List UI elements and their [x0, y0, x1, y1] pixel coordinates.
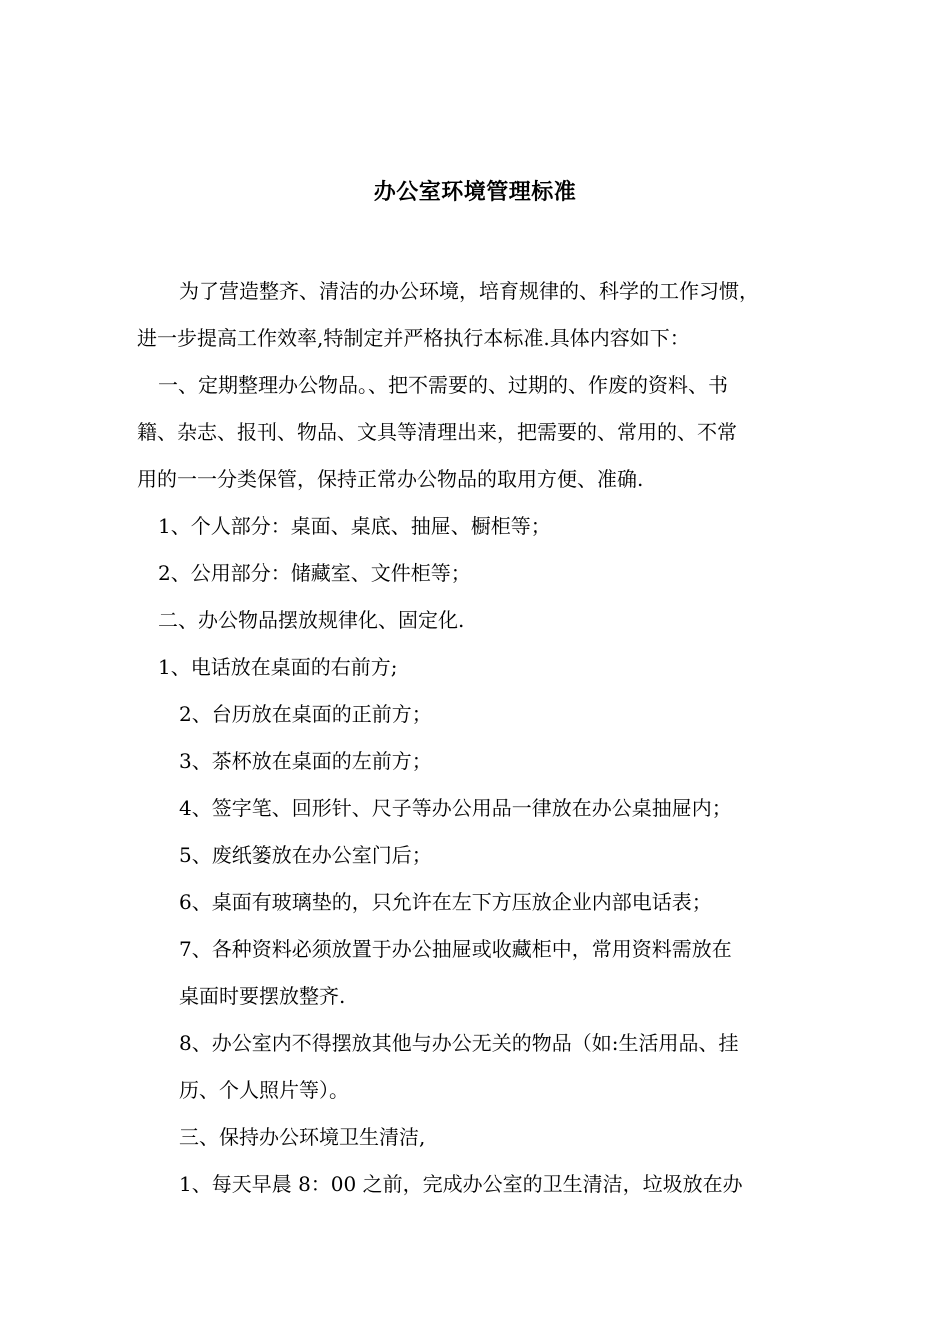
section-heading-line: 二、办公物品摆放规律化、固定化.	[158, 608, 465, 632]
list-item: 2、台历放在桌面的正前方；	[179, 702, 432, 726]
list-item: 8、办公室内不得摆放其他与办公无关的物品（如:生活用品、挂	[179, 1031, 739, 1055]
section-heading-line: 三、保持办公环境卫生清洁,	[179, 1125, 426, 1149]
list-item-continuation: 桌面时要摆放整齐.	[179, 984, 346, 1008]
document-title: 办公室环境管理标准	[373, 179, 577, 205]
section-heading-line: 一、定期整理办公物品。、把不需要的、过期的、作废的资料、书	[158, 373, 728, 397]
list-item: 2、公用部分：储藏室、文件柜等；	[158, 561, 471, 585]
document-body	[137, 268, 817, 1208]
list-item: 1、电话放在桌面的右前方;	[158, 655, 398, 679]
list-item: 7、各种资料必须放置于办公抽屉或收藏柜中，常用资料需放在	[179, 937, 732, 961]
list-item: 4、签字笔、回形针、尺子等办公用品一律放在办公桌抽屉内；	[179, 796, 732, 820]
list-item: 3、茶杯放在桌面的左前方；	[179, 749, 432, 773]
list-item: 1、个人部分：桌面、桌底、抽屉、橱柜等；	[158, 514, 551, 538]
text-line: 籍、杂志、报刊、物品、文具等清理出来，把需要的、常用的、不常	[137, 420, 737, 444]
list-item: 6、桌面有玻璃垫的，只允许在左下方压放企业内部电话表；	[179, 890, 712, 914]
paragraph-lines	[137, 268, 817, 1208]
list-item-continuation: 历、个人照片等）。	[179, 1078, 349, 1102]
list-item: 1、每天早晨 8：00 之前，完成办公室的卫生清洁，垃圾放在办	[179, 1172, 743, 1196]
text-line: 用的一一分类保管，保持正常办公物品的取用方便、准确.	[137, 467, 644, 491]
text-line: 进一步提高工作效率,特制定并严格执行本标准.具体内容如下：	[137, 326, 690, 350]
list-item: 5、废纸篓放在办公室门后；	[179, 843, 432, 867]
text-line: 为了营造整齐、清洁的办公环境，培育规律的、科学的工作习惯，	[179, 279, 759, 303]
